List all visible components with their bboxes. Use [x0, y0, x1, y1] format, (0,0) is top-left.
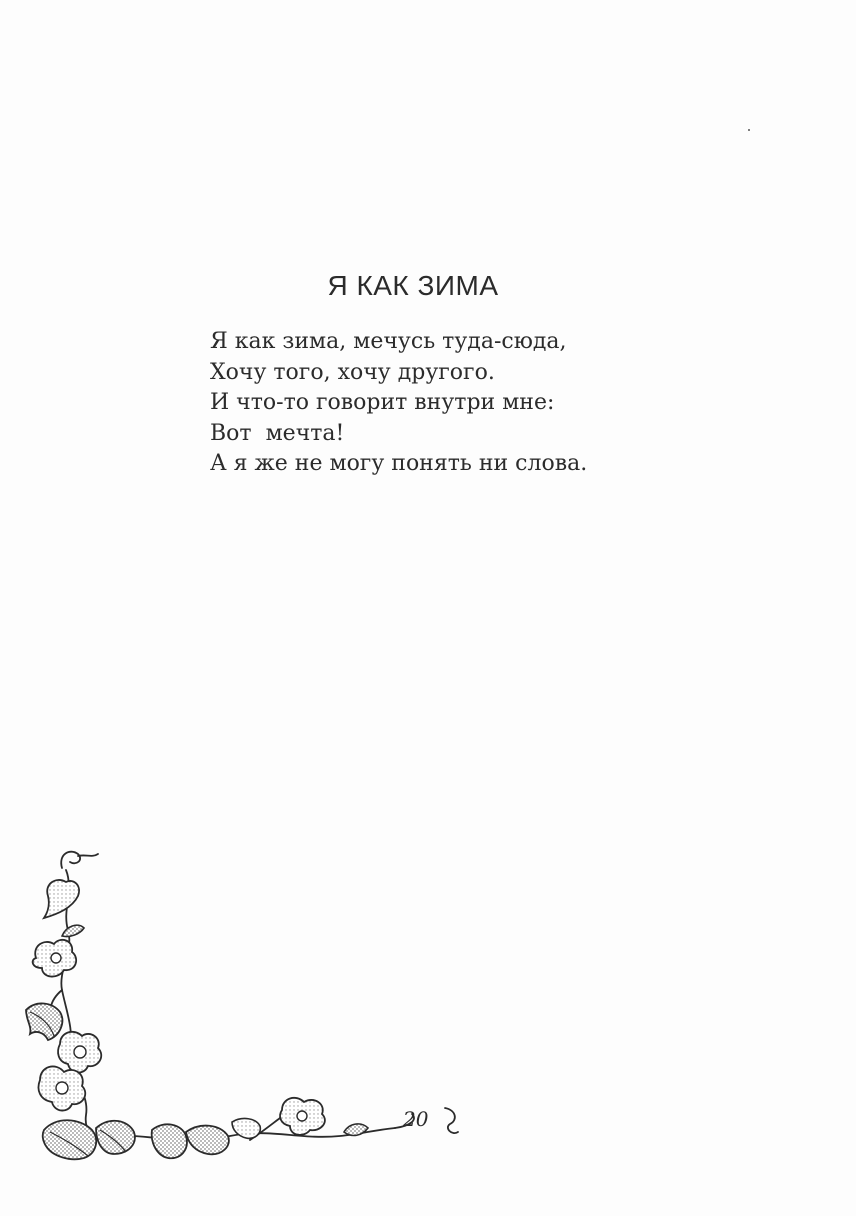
poem-line: Вот мечта! [210, 420, 345, 446]
poem-line: Я как зима, мечусь туда-сюда, [210, 329, 567, 354]
page-number: 20 [403, 1107, 429, 1131]
dust-speck [748, 129, 750, 131]
poem-line: Хочу того, хочу другого. [210, 359, 495, 385]
poem-line: А я же не могу понять ни слова. [210, 451, 588, 476]
poem-body [210, 327, 587, 480]
poem-line: И что-то говорит внутри мне: [210, 390, 555, 415]
poem-title: Я КАК ЗИМА [327, 270, 499, 301]
